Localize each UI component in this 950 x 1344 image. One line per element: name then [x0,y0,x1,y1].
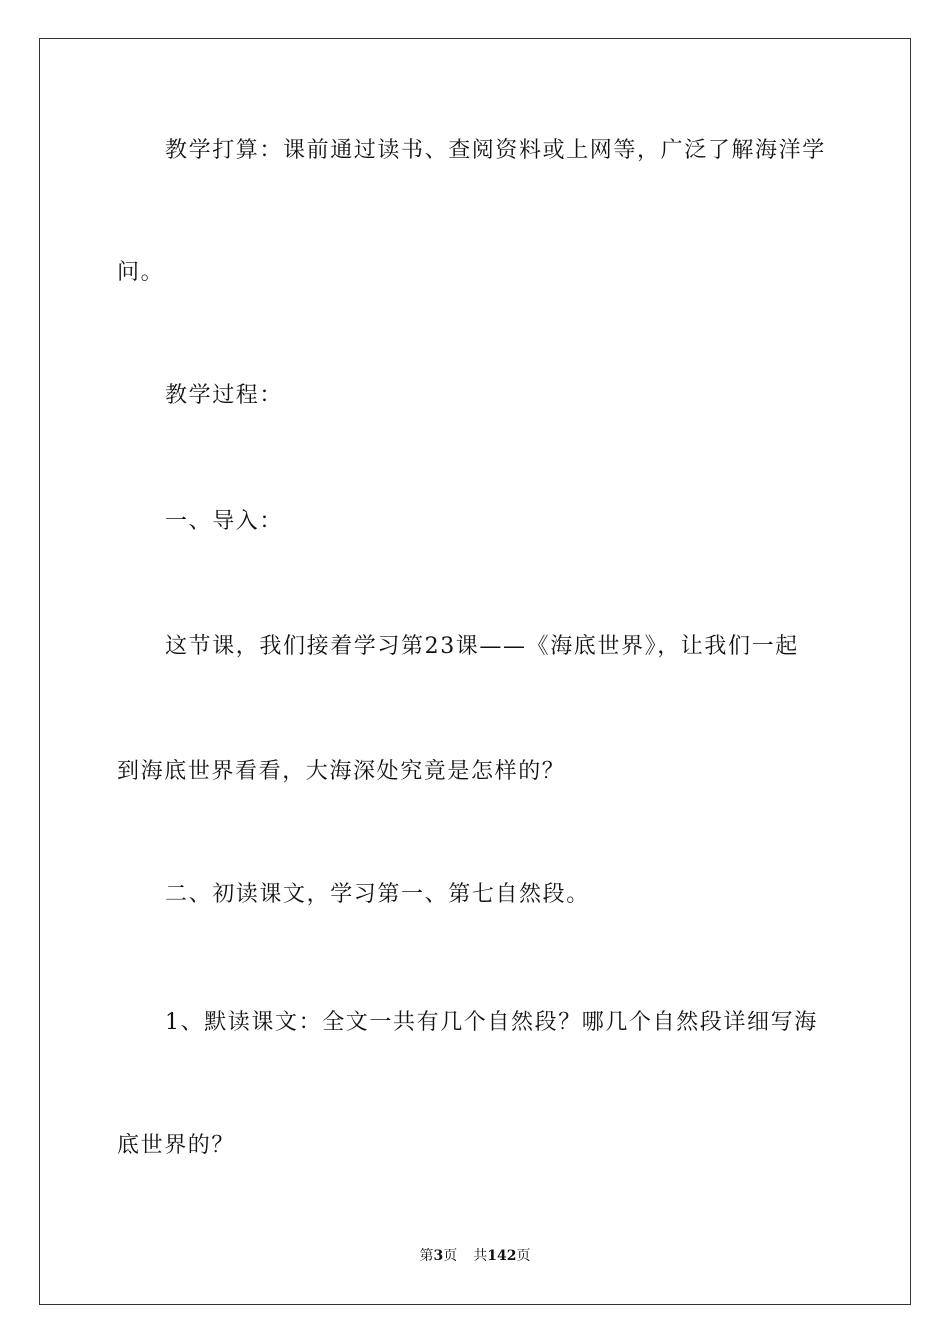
total-prefix: 共 [473,1248,488,1264]
page-prefix: 第 [419,1248,434,1264]
paragraph-line: 底世界的？ [117,1133,236,1158]
total-suffix: 页 [516,1248,531,1264]
paragraph-line: 教学打算：课前通过读书、查阅资料或上网等，广泛了解海洋学 [165,138,826,163]
page-number: 3 [433,1248,444,1264]
page-footer [0,1246,950,1266]
paragraph-line: 到海底世界看看，大海深处究竟是怎样的？ [117,759,566,784]
paragraph-line: 一、导入： [165,509,284,534]
paragraph-line: 这节课，我们接着学习第23课——《海底世界》，让我们一起 [165,634,799,659]
paragraph-line: 1、默读课文：全文一共有几个自然段？哪几个自然段详细写海 [165,1010,818,1035]
total-pages: 142 [487,1248,517,1264]
paragraph-line: 问。 [117,260,165,285]
page-suffix: 页 [443,1248,458,1264]
paragraph-line: 教学过程： [165,383,284,408]
page-border [39,38,911,1305]
paragraph-line: 二、初读课文，学习第一、第七自然段。 [165,882,590,907]
